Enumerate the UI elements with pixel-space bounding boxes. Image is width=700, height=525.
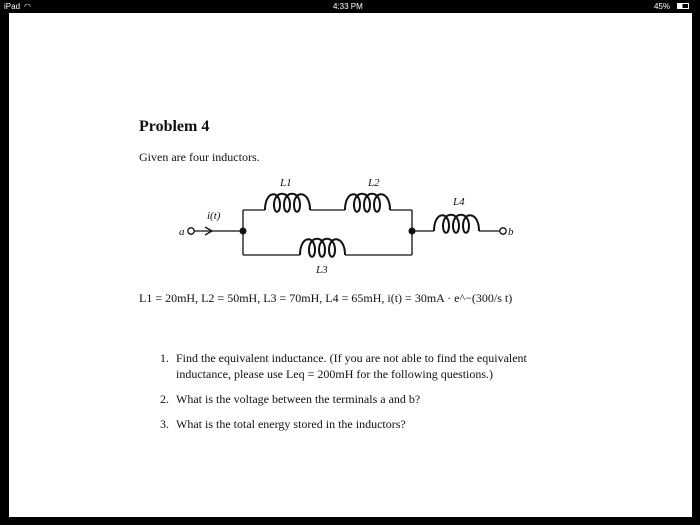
inductor-l2 — [345, 194, 390, 212]
label-l4: L4 — [453, 196, 465, 208]
node-left — [240, 228, 247, 235]
problem-title: Problem 4 — [139, 118, 210, 135]
battery-percent: 45% — [654, 2, 671, 11]
node-right — [409, 228, 416, 235]
wifi-icon: ◠ — [24, 2, 31, 11]
question-2 — [160, 391, 560, 407]
terminal-b — [500, 228, 506, 234]
label-l1: L1 — [280, 177, 292, 189]
problem-intro: Given are four inductors. — [139, 150, 260, 164]
question-3 — [160, 416, 560, 432]
question-number: 3. — [160, 417, 169, 431]
inductor-l1 — [265, 194, 310, 212]
label-a: a — [179, 226, 185, 238]
given-values: L1 = 20mH, L2 = 50mH, L3 = 70mH, L4 = 65mH, i(t) = 30mA · e^−(300/s t) — [139, 291, 513, 305]
question-number: 1. — [160, 351, 169, 365]
label-current: i(t) — [207, 210, 221, 222]
device-name: iPad — [4, 2, 21, 11]
question-text: What is the total energy stored in the inductors? — [176, 417, 406, 431]
label-l3: L3 — [316, 264, 328, 276]
question-1 — [160, 350, 560, 382]
question-number: 2. — [160, 392, 169, 406]
clock: 4:33 PM — [333, 2, 363, 11]
question-text: Find the equivalent inductance. (If you are not able to find the equivalent inductance, please use Leq = 200mH for the following questions.) — [176, 351, 527, 381]
inductor-l3 — [300, 239, 345, 257]
inductor-l4 — [434, 215, 479, 233]
label-l2: L2 — [368, 177, 380, 189]
question-text: What is the voltage between the terminals a and b? — [176, 392, 421, 406]
terminal-a — [188, 228, 194, 234]
question-list — [160, 350, 560, 441]
label-b: b — [508, 226, 514, 238]
